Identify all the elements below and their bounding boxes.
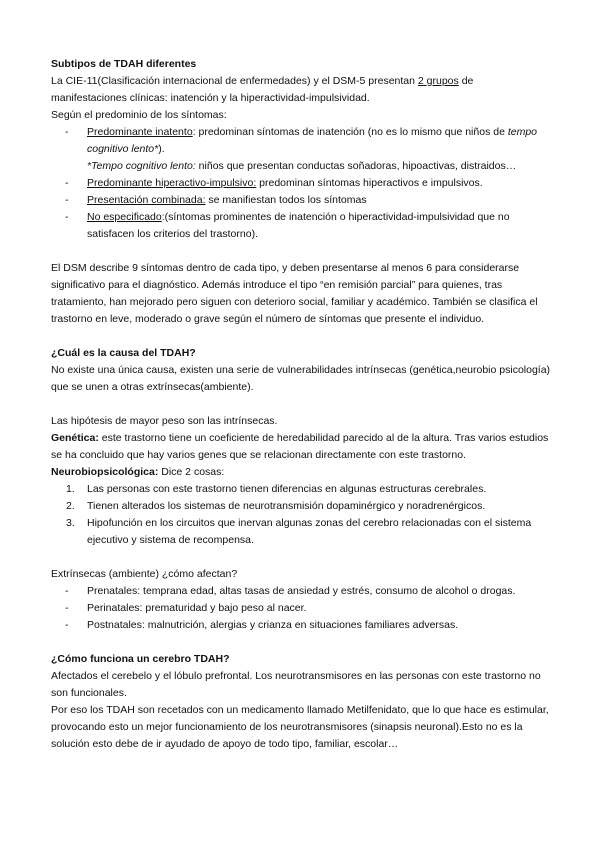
genetica-label: Genética: bbox=[51, 432, 99, 444]
item-text: Prenatales: temprana edad, altas tasas de ansiedad y estrés, consumo de alcohol o drogas. bbox=[87, 585, 516, 597]
term-no-especificado: No especificado bbox=[87, 211, 162, 223]
neuro-line bbox=[51, 464, 551, 481]
note-label: *Tempo cognitivo lento: bbox=[87, 160, 196, 172]
intro-text-start: La CIE-11(Clasificación internacional de enfermedades) y el DSM-5 presentan bbox=[51, 75, 418, 87]
list-item-postnatales bbox=[51, 617, 551, 634]
spacer bbox=[51, 549, 551, 566]
item-text: Hipofunción en los circuitos que inervan algunas zonas del cerebro relacionadas con el sistema ejecutivo y sistema de recompensa. bbox=[87, 517, 532, 546]
intro-paragraph bbox=[51, 73, 551, 107]
desc-tail: ). bbox=[158, 143, 165, 155]
spacer bbox=[51, 243, 551, 260]
desc-hiperactivo: predominan síntomas hiperactivos e impulsivos. bbox=[256, 177, 483, 189]
causa-intro: No existe una única causa, existen una serie de vulnerabilidades intrínsecas (genética,neurobio psicología) que se unen a otras extrínsecas(ambiente). bbox=[51, 364, 551, 393]
two-groups-underlined: 2 grupos bbox=[417, 75, 459, 87]
intro-text-end: de manifestaciones clínicas: inatención y la hiperactividad-impulsividad. bbox=[51, 75, 474, 104]
item-text: Perinatales: prematuridad y bajo peso al nacer. bbox=[87, 602, 307, 614]
list-item-no-especificado bbox=[51, 209, 551, 243]
neuro-label: Neurobiopsicológica: bbox=[51, 466, 159, 478]
desc-combinada: se manifiestan todos los síntomas bbox=[205, 194, 367, 206]
italic-tempo: tempo cognitivo lento* bbox=[87, 126, 538, 155]
term-inatento: Predominante inatento bbox=[87, 126, 193, 138]
numbered-item-2 bbox=[51, 498, 551, 515]
section-title-cerebro: ¿Cómo funciona un cerebro TDAH? bbox=[51, 653, 230, 665]
dash-bullet: - bbox=[65, 585, 69, 597]
cerebro-paragraph-2: Por eso los TDAH son recetados con un medicamento llamado Metilfenidato, que lo que hace es estimular, provocando esto un mejor funcionamiento de los neurotransmisores (sinapsis neuronal).Esto no es la solución esto debe de ir ayudado de apoyo de todo tipo, familiar, escolar… bbox=[51, 704, 549, 750]
genetica-paragraph bbox=[51, 430, 551, 464]
numbered-item-3 bbox=[51, 515, 551, 549]
item-number: 3. bbox=[66, 517, 75, 529]
item-number: 2. bbox=[66, 500, 75, 512]
neuro-text: Dice 2 cosas: bbox=[158, 466, 225, 478]
dsm-paragraph: El DSM describe 9 síntomas dentro de cada tipo, y deben presentarse al menos 6 para considerarse significativo para el diagnóstico. Además introduce el tipo “en remisión parcial” para quienes, tras tratamiento, han mejorado pero siguen con deterioro social, familiar y académico. También se clasifica el trastorno en leve, moderado o grave según el número de síntomas que presente el individuo. bbox=[51, 262, 538, 325]
list-item-inatento bbox=[51, 124, 551, 158]
item-text: Postnatales: malnutrición, alergias y crianza en situaciones familiares adversas. bbox=[87, 619, 459, 631]
tempo-note bbox=[51, 158, 551, 175]
spacer bbox=[51, 396, 551, 413]
section-title-subtipos: Subtipos de TDAH diferentes bbox=[51, 58, 197, 70]
note-text: niños que presentan conductas soñadoras, hipoactivas, distraidos… bbox=[195, 160, 517, 172]
dash-bullet: - bbox=[65, 177, 69, 189]
cerebro-paragraph-1: Afectados el cerebelo y el lóbulo prefrontal. Los neurotransmisores en las personas con este trastorno no son funcionales. bbox=[51, 670, 541, 699]
spacer bbox=[51, 328, 551, 345]
predominio-lead: Según el predominio de los síntomas: bbox=[51, 109, 227, 121]
numbered-item-1 bbox=[51, 481, 551, 498]
spacer bbox=[51, 634, 551, 651]
list-item-hiperactivo bbox=[51, 175, 551, 192]
item-number: 1. bbox=[66, 483, 75, 495]
dash-bullet: - bbox=[65, 211, 69, 223]
hipotesis-line: Las hipótesis de mayor peso son las intrínsecas. bbox=[51, 415, 278, 427]
dash-bullet: - bbox=[65, 126, 69, 138]
desc-inatento: : predominan síntomas de inatención (no es lo mismo que niños de bbox=[192, 126, 508, 138]
desc-no-especificado: :(síntomas prominentes de inatención o hiperactividad-impulsividad que no satisfacen los criterios del trastorno). bbox=[87, 211, 510, 240]
term-combinada: Presentación combinada: bbox=[87, 194, 206, 206]
item-text: Las personas con este trastorno tienen diferencias en algunas estructuras cerebrales. bbox=[87, 483, 487, 495]
item-text: Tienen alterados los sistemas de neurotransmisión dopaminérgico y noradrenérgicos. bbox=[87, 500, 486, 512]
list-item-prenatales bbox=[51, 583, 551, 600]
list-item-perinatales bbox=[51, 600, 551, 617]
document-page bbox=[51, 56, 551, 753]
list-item-combinada bbox=[51, 192, 551, 209]
genetica-text: este trastorno tiene un coeficiente de heredabilidad parecido al de la altura. Tras varios estudios se ha concluido que hay varios genes que se relacionan directamente con este trastorno. bbox=[51, 432, 549, 461]
dash-bullet: - bbox=[65, 194, 69, 206]
section-title-causa: ¿Cuál es la causa del TDAH? bbox=[51, 347, 196, 359]
extrinsecas-title: Extrínsecas (ambiente) ¿cómo afectan? bbox=[51, 568, 238, 580]
dash-bullet: - bbox=[65, 602, 69, 614]
dash-bullet: - bbox=[65, 619, 69, 631]
term-hiperactivo: Predominante hiperactivo-impulsivo: bbox=[87, 177, 257, 189]
